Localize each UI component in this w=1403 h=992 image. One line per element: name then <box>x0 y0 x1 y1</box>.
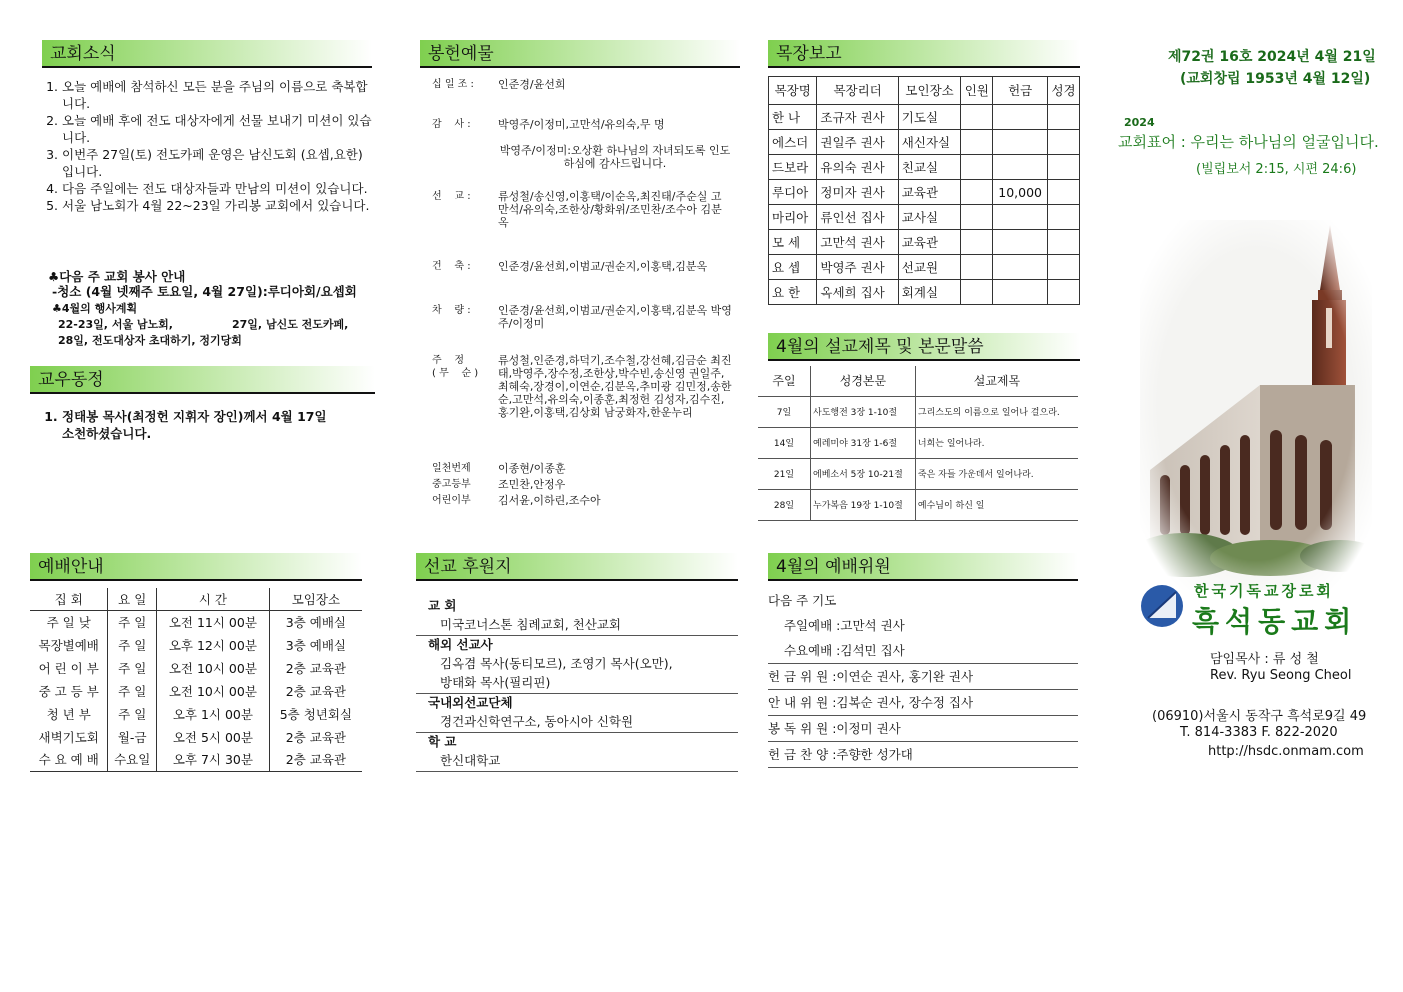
pastor-report-cell <box>1048 105 1080 130</box>
pastor-report-cell <box>961 130 993 155</box>
next-service-line: -청소 (4월 넷째주 토요일, 4월 27일):루디아회/요셉회 <box>52 284 357 299</box>
pastor-report-cell <box>1048 130 1080 155</box>
pastor-report-cell: 모 세 <box>769 230 817 255</box>
pastor-report-cell <box>1048 155 1080 180</box>
pastor-report-cell: 옥세희 집사 <box>817 280 898 305</box>
denomination: 한국기독교장로회 <box>1194 582 1334 600</box>
pastor-report-cell: 류인선 집사 <box>817 205 898 230</box>
founded-line: (교회창립 1953년 4월 12일) <box>1180 71 1371 87</box>
pastor-report-cell: 드보라 <box>769 155 817 180</box>
pastor-report-cell: 친교실 <box>898 155 961 180</box>
pastor-report-cell: 교사실 <box>898 205 961 230</box>
offering-row <box>432 304 732 330</box>
worship-guide-cell: 5층 청년회실 <box>269 703 362 726</box>
pastor-report-row <box>769 155 1080 180</box>
offering-header: 봉헌예물 <box>420 40 740 68</box>
worship-guide-col-header: 모임장소 <box>269 588 362 611</box>
worship-guide-cell: 새벽기도회 <box>38 729 99 745</box>
worship-guide-cell: 2층 교육관 <box>269 749 362 772</box>
pastor-report-col-header: 목장리더 <box>817 77 898 105</box>
pastor-report-cell <box>1048 280 1080 305</box>
pastor-report-cell <box>961 105 993 130</box>
mission-group-heading: 해외 선교사 <box>416 635 738 655</box>
church-logo-icon <box>1140 584 1184 628</box>
sermon-cell: 죽은 자들 가운데서 일어나라. <box>915 458 1078 489</box>
pastor-ko: 담임목사 : 류 성 철 <box>1210 652 1319 667</box>
motto-year: 2024 <box>1124 116 1155 129</box>
committee-row <box>768 690 1078 716</box>
events-title: ♣4월의 행사계획 <box>52 302 138 315</box>
church-name: 흑석동교회 <box>1192 605 1358 638</box>
sermon-cell: 너희는 일어나라. <box>915 427 1078 458</box>
committee-value: 이연순 권사, 홍기완 권사 <box>836 669 974 684</box>
pastor-en: Rev. Ryu Seong Cheol <box>1210 668 1352 683</box>
committee-row <box>768 742 1078 768</box>
offering-value: 류성철,인준경,하덕기,조수철,강선혜,김금순 최진태,박영주,장수정,조한상,박수빈,송신영 권일주,최혜숙,장경이,이연순,김분옥,추미광 김민정,송한순,고만석,유의숙,이종훈,최정헌 김성자,김수진,홍기완,이홍택,김상회 남궁화자,한운누리 <box>498 354 732 419</box>
committee-label: 안 내 위 원 : <box>768 695 837 710</box>
mission-line: 한신대학교 <box>416 752 738 772</box>
sermon-row <box>758 489 1078 520</box>
offering-label: 차 량 : <box>432 305 471 316</box>
issue-line: 제72권 16호 2024년 4월 21일 <box>1168 49 1376 65</box>
members-news-list <box>42 408 342 442</box>
sermon-cell: 21일 <box>773 470 795 480</box>
worship-committee-header: 4월의 예배위원 <box>768 553 1078 581</box>
pastor-report-cell: 마리아 <box>769 205 817 230</box>
pastor-report-cell <box>961 205 993 230</box>
worship-guide-cell: 오후 7시 30분 <box>157 749 270 772</box>
sermons-table <box>758 366 1078 521</box>
pastor-report-cell <box>993 130 1048 155</box>
worship-guide-cell: 수요일 <box>108 749 157 772</box>
worship-guide-cell: 주 일 <box>108 680 157 703</box>
worship-committee-list <box>768 588 1078 768</box>
pastor-report-col-header: 성경 <box>1048 77 1080 105</box>
news-item: 3. 이번주 27일(토) 전도카페 운영은 남신도회 (요셉,요한)입니다. <box>62 146 372 180</box>
offering-value: 박영주/이정미,고만석/유의숙,무 명 <box>498 118 665 131</box>
pastor-report-col-header: 목장명 <box>769 77 817 105</box>
pastor-report-row <box>769 180 1080 205</box>
sermon-cell: 7일 <box>776 408 792 418</box>
pastor-report-cell: 요 한 <box>769 280 817 305</box>
offering-value: 조민찬,안정우 <box>498 478 566 491</box>
pastor-report-cell <box>961 180 993 205</box>
worship-guide-cell: 3층 예배실 <box>269 611 362 634</box>
pastor-report-col-header: 모인장소 <box>898 77 961 105</box>
worship-guide-row <box>30 634 362 657</box>
worship-guide-cell: 오전 5시 00분 <box>157 726 270 749</box>
offering-value: 김서윤,이하린,조수아 <box>498 494 601 507</box>
pastor-report-row <box>769 230 1080 255</box>
offering-value: 박영주/이정미:오상환 하나님의 자녀되도록 인도하심에 감사드립니다. <box>499 144 731 170</box>
news-item: 1. 오늘 예배에 참석하신 모든 분을 주님의 이름으로 축복합니다. <box>62 78 372 112</box>
worship-guide-cell: 2층 교육관 <box>269 680 362 703</box>
committee-label: 헌 금 찬 양 : <box>768 747 837 762</box>
mission-group-heading: 국내외선교단체 <box>416 693 738 713</box>
pastor-report-cell <box>961 280 993 305</box>
offering-label: 일천번제 <box>432 463 471 474</box>
worship-guide-row <box>30 611 362 634</box>
worship-guide-cell: 청 년 부 <box>46 706 91 722</box>
pastor-report-cell: 고만석 권사 <box>817 230 898 255</box>
church-building-image <box>1140 220 1372 590</box>
offering-label: 감 사 : <box>432 119 471 130</box>
pastor-report-cell <box>993 230 1048 255</box>
pastor-report-cell <box>1048 255 1080 280</box>
offering-row <box>432 190 732 229</box>
news-item: 5. 서울 남노회가 4월 22~23일 가리봉 교회에서 있습니다. <box>62 197 372 214</box>
offering-row <box>432 354 732 419</box>
sermon-row <box>758 396 1078 427</box>
sermon-cell: 그리스도의 이름으로 일어나 걸으라. <box>915 396 1078 427</box>
pastor-report-row <box>769 255 1080 280</box>
committee-row <box>768 664 1078 690</box>
worship-guide-cell: 수 요 예 배 <box>38 752 99 768</box>
worship-guide-row <box>30 657 362 680</box>
church-news-list <box>42 78 372 214</box>
offering-row <box>432 78 732 91</box>
sermon-cell: 에베소서 5장 10-21절 <box>811 458 916 489</box>
pastor-report-cell <box>993 255 1048 280</box>
worship-guide-cell: 오후 12시 00분 <box>157 634 270 657</box>
offering-value: 류성철/송신영,이홍택/이순옥,최진태/주순실 고만석/유의숙,조한상/황화위/조민찬/조수아 김분옥 <box>498 190 722 229</box>
sermon-cell: 사도행전 3장 1-10절 <box>811 396 916 427</box>
committee-label: 다음 주 기도 <box>768 593 837 608</box>
worship-guide-col-header: 시 간 <box>157 588 270 611</box>
mission-support-header: 선교 후원지 <box>416 553 738 581</box>
worship-guide-cell: 주 일 <box>108 611 157 634</box>
sermon-col-header: 설교제목 <box>915 366 1078 396</box>
worship-guide-cell: 주 일 <box>108 703 157 726</box>
pastor-report-row <box>769 105 1080 130</box>
offering-value: 인준경/윤선희 <box>498 78 566 91</box>
pastor-report-cell: 유의숙 권사 <box>817 155 898 180</box>
committee-value: 김복순 권사, 장수정 집사 <box>836 695 974 710</box>
mission-line: 김옥겸 목사(동티모르), 조영기 목사(오만), <box>440 656 673 671</box>
pastor-report-cell <box>993 205 1048 230</box>
motto: 교회표어 : 우리는 하나님의 얼굴입니다. <box>1118 133 1379 151</box>
pastor-report-cell: 요 셉 <box>769 255 817 280</box>
worship-guide-row <box>30 680 362 703</box>
sermon-cell: 예수님이 하신 일 <box>915 489 1078 520</box>
pastor-report-cell: 권일주 권사 <box>817 130 898 155</box>
committee-label: 주일예배 : <box>768 618 841 633</box>
pastor-report-cell: 박영주 권사 <box>817 255 898 280</box>
pastor-report-col-header: 인원 <box>961 77 993 105</box>
pastor-report-cell <box>993 280 1048 305</box>
offering-value: 이종현/이종훈 <box>498 462 566 475</box>
worship-guide-header: 예배안내 <box>30 553 362 581</box>
phone: T. 814-3383 F. 822-2020 <box>1180 725 1338 740</box>
worship-guide-col-header: 집 회 <box>30 588 108 611</box>
worship-guide-table <box>30 588 362 772</box>
events-line1: 22-23일, 서울 남노회, <box>58 318 173 331</box>
sermon-cell: 14일 <box>773 439 795 449</box>
sermon-col-header: 주일 <box>772 374 796 389</box>
committee-row <box>768 716 1078 742</box>
website-link[interactable]: http://hsdc.onmam.com <box>1208 744 1364 759</box>
worship-guide-row <box>30 703 362 726</box>
committee-row <box>768 613 1078 638</box>
mission-support-list <box>416 597 738 772</box>
sermon-col-header: 성경본문 <box>811 366 916 396</box>
worship-guide-cell: 오전 10시 00분 <box>157 657 270 680</box>
pastor-report-cell: 조규자 권사 <box>817 105 898 130</box>
pastor-report-cell <box>1048 180 1080 205</box>
pastor-report-cell: 회계실 <box>898 280 961 305</box>
offering-label: 중고등부 <box>432 479 471 490</box>
worship-guide-row <box>30 726 362 749</box>
pastor-report-cell <box>961 155 993 180</box>
worship-guide-cell: 주 일 <box>108 634 157 657</box>
mission-line: 경건과신학연구소, 동아시아 신학원 <box>440 714 634 729</box>
pastor-report-row <box>769 280 1080 305</box>
pastor-report-row <box>769 130 1080 155</box>
address: (06910)서울시 동작구 흑석로9길 49 <box>1152 709 1367 724</box>
pastor-report-cell: 에스더 <box>769 130 817 155</box>
events-line2: 28일, 전도대상자 초대하기, 정기당회 <box>58 334 242 347</box>
mission-group-heading: 학 교 <box>416 732 738 752</box>
mission-line: 미국코너스톤 침례교회, 천산교회 <box>440 617 621 632</box>
motto-ref: (빌립보서 2:15, 시편 24:6) <box>1196 162 1357 177</box>
pastor-report-table <box>768 76 1080 305</box>
offering-value: 인준경/윤선희,이범교/권순지,이홍택,김분옥 <box>498 260 708 273</box>
worship-guide-cell: 주 일 낮 <box>46 614 91 630</box>
committee-label: 봉 독 위 원 : <box>768 721 837 736</box>
worship-guide-row <box>30 749 362 772</box>
worship-guide-cell: 오전 10시 00분 <box>157 680 270 703</box>
offering-row <box>432 462 732 475</box>
committee-row <box>768 588 1078 613</box>
mission-group-heading: 교 회 <box>428 598 457 613</box>
members-news-item: 1. 정태봉 목사(최정헌 지휘자 장인)께서 4월 17일 소천하셨습니다. <box>62 408 342 442</box>
next-service-title: ♣다음 주 교회 봉사 안내 <box>48 269 186 284</box>
offering-label <box>432 144 498 170</box>
committee-label: 수요예배 : <box>768 643 841 658</box>
pastor-report-header: 목장보고 <box>768 40 1080 68</box>
pastor-report-cell: 새신자실 <box>898 130 961 155</box>
offering-row <box>432 478 732 491</box>
worship-guide-cell: 오전 11시 00분 <box>157 611 270 634</box>
members-news-header: 교우동정 <box>30 366 375 394</box>
committee-label: 헌 금 위 원 : <box>768 669 837 684</box>
news-item: 2. 오늘 예배 후에 전도 대상자에게 선물 보내기 미션이 있습니다. <box>62 112 372 146</box>
pastor-report-cell <box>961 255 993 280</box>
committee-value: 주향한 성가대 <box>836 747 913 762</box>
sermon-row <box>758 427 1078 458</box>
offering-row <box>432 118 732 131</box>
worship-guide-cell: 2층 교육관 <box>269 657 362 680</box>
offering-value: 인준경/윤선희,이범교/권순지,이홍택,김분옥 박영주/이정미 <box>498 304 732 330</box>
pastor-report-cell: 루디아 <box>769 180 817 205</box>
worship-guide-cell: 오후 1시 00분 <box>157 703 270 726</box>
committee-value: 고만석 권사 <box>840 618 905 633</box>
pastor-report-cell: 선교원 <box>898 255 961 280</box>
pastor-report-cell: 교육관 <box>898 230 961 255</box>
pastor-report-row <box>769 205 1080 230</box>
committee-value: 김석민 집사 <box>840 643 905 658</box>
pastor-report-cell <box>993 155 1048 180</box>
committee-value: 이정미 권사 <box>836 721 901 736</box>
offering-label: 선 교 : <box>432 191 471 202</box>
worship-guide-cell: 2층 교육관 <box>269 726 362 749</box>
pastor-report-cell: 10,000 <box>993 180 1048 205</box>
pastor-report-cell <box>961 230 993 255</box>
committee-row <box>768 638 1078 664</box>
pastor-report-col-header: 헌금 <box>993 77 1048 105</box>
pastor-report-cell <box>1048 205 1080 230</box>
pastor-report-cell: 한 나 <box>769 105 817 130</box>
offering-row <box>432 144 732 170</box>
offering-label: 주 정 ( 무 순 ) <box>432 355 479 379</box>
worship-guide-cell: 3층 예배실 <box>269 634 362 657</box>
offering-row <box>432 494 732 507</box>
pastor-report-cell: 교육관 <box>898 180 961 205</box>
news-item: 4. 다음 주일에는 전도 대상자들과 만남의 미션이 있습니다. <box>62 180 372 197</box>
offering-row <box>432 260 732 273</box>
sermon-cell: 예레미야 31장 1-6절 <box>811 427 916 458</box>
mission-line: 방태화 목사(필리핀) <box>440 675 551 690</box>
pastor-report-cell: 기도실 <box>898 105 961 130</box>
worship-guide-col-header: 요 일 <box>108 588 157 611</box>
worship-guide-cell: 중 고 등 부 <box>38 683 99 699</box>
sermon-cell: 누가복음 19장 1-10절 <box>811 489 916 520</box>
events-line1b: 27일, 남신도 전도카페, <box>232 318 349 331</box>
pastor-report-cell: 정미자 권사 <box>817 180 898 205</box>
pastor-report-cell <box>993 105 1048 130</box>
sermons-header: 4월의 설교제목 및 본문말씀 <box>768 333 1080 361</box>
pastor-report-cell <box>1048 230 1080 255</box>
worship-guide-cell: 어 린 이 부 <box>38 660 99 676</box>
offering-label: 어린이부 <box>432 495 471 506</box>
offering-label: 건 축 : <box>432 261 471 272</box>
sermon-row <box>758 458 1078 489</box>
worship-guide-cell: 목장별예배 <box>38 637 99 653</box>
church-news-header: 교회소식 <box>42 40 372 68</box>
offering-label: 십 일 조 : <box>432 79 474 90</box>
sermon-cell: 28일 <box>773 501 795 511</box>
worship-guide-cell: 주 일 <box>108 657 157 680</box>
worship-guide-cell: 월-금 <box>108 726 157 749</box>
